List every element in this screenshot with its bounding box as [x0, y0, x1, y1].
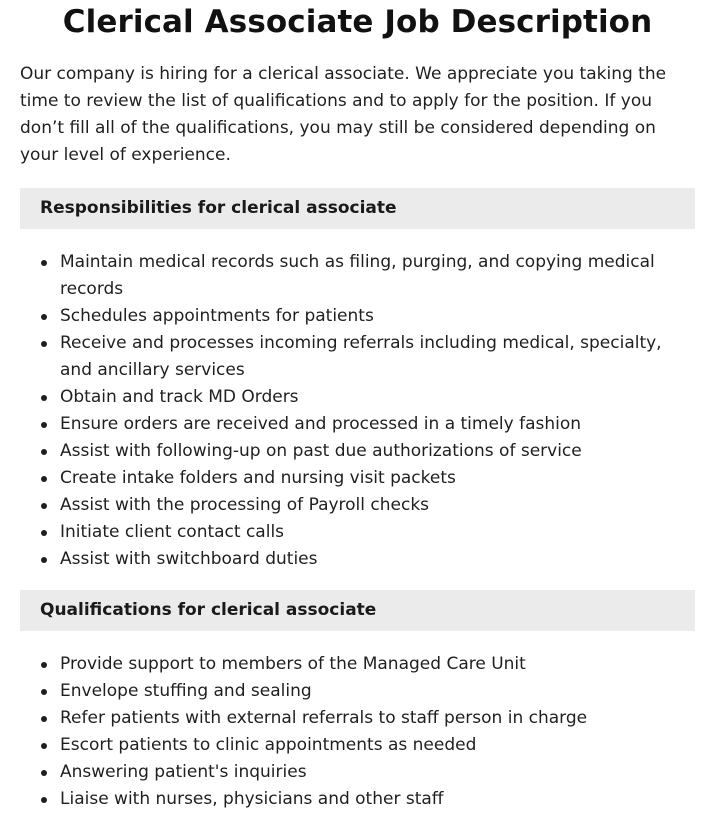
list-item: Answering patient's inquiries	[20, 759, 695, 786]
list-item: Obtain and track MD Orders	[20, 384, 695, 411]
list-item: Refer patients with external referrals to staff person in charge	[20, 705, 695, 732]
page-title: Clerical Associate Job Description	[62, 4, 653, 40]
qualifications-heading: Qualifications for clerical associate	[20, 590, 695, 631]
list-item: Schedules appointments for patients	[20, 303, 695, 330]
list-item: Provide support to members of the Managed Care Unit	[20, 651, 695, 678]
list-item: Maintain medical records such as filing, purging, and copying medical records	[20, 249, 695, 303]
list-item: Assist with switchboard duties	[20, 546, 695, 573]
list-item: Ensure orders are received and processed in a timely fashion	[20, 411, 695, 438]
responsibilities-heading: Responsibilities for clerical associate	[20, 188, 695, 229]
qualifications-list	[20, 651, 695, 813]
list-item: Create intake folders and nursing visit packets	[20, 465, 695, 492]
list-item: Assist with the processing of Payroll checks	[20, 492, 695, 519]
list-item: Envelope stuffing and sealing	[20, 678, 695, 705]
list-item: Initiate client contact calls	[20, 519, 695, 546]
responsibilities-list	[20, 249, 695, 573]
list-item: Assist with following-up on past due authorizations of service	[20, 438, 695, 465]
list-item: Liaise with nurses, physicians and other staff	[20, 786, 695, 813]
list-item: Receive and processes incoming referrals including medical, specialty, and ancillary services	[20, 330, 695, 384]
intro-paragraph: Our company is hiring for a clerical associate. We appreciate you taking the time to review the list of qualifications and to apply for the position. If you don’t fill all of the qualifications, you may still be considered depending on your level of experience.	[20, 64, 667, 165]
list-item: Escort patients to clinic appointments as needed	[20, 732, 695, 759]
